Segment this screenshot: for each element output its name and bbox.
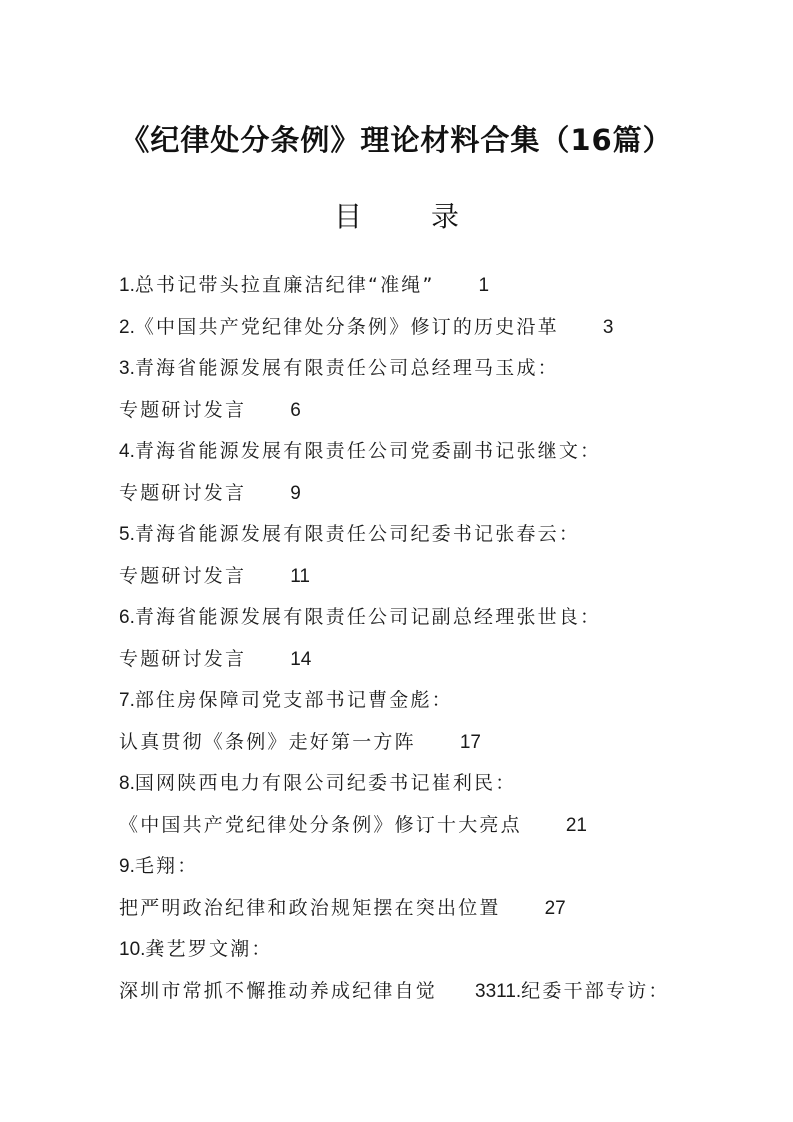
toc-heading: 目 录 [334,200,489,233]
toc-entry-text: 青海省能源发展有限责任公司总经理马玉成： [134,357,559,379]
toc-entry-7 [119,685,759,727]
toc-entry-text: 《中国共产党纪律处分条例》修订十大亮点 [119,813,522,836]
toc-entry-4 [119,436,759,478]
toc-entry-text: 青海省能源发展有限责任公司党委副书记张继文： [134,440,602,462]
toc-entry-10-subtitle [119,976,759,1018]
toc-entry-text: 国网陕西电力有限公司纪委书记崔利民： [134,772,517,794]
toc-entry-number: 9. [119,856,135,877]
toc-entry-text: 总书记带头拉直廉洁纪律“准绳” [134,274,435,296]
toc-page-number: 11 [290,565,310,587]
toc-entry-9-subtitle [119,893,759,935]
toc-entry-number: 5. [119,524,135,545]
toc-entry-number: 11. [496,980,522,1002]
toc-entry-4-subtitle [119,478,759,520]
toc-entry-5 [119,519,759,561]
toc-page-number: 27 [544,897,566,919]
toc-entry-number: 2. [119,316,135,338]
toc-entry-text: 深圳市常抓不懈推动养成纪律自觉 [119,979,438,1002]
toc-entry-number: 6. [119,607,135,628]
toc-entry-5-subtitle [119,561,759,603]
toc-entry-text: 认真贯彻《条例》走好第一方阵 [119,730,416,753]
toc-entry-text: 青海省能源发展有限责任公司纪委书记张春云： [134,523,581,545]
toc-entry-text: 纪委干部专访： [521,979,670,1002]
toc-entry-text: 龚艺罗文潮： [145,938,273,960]
toc-page-number: 3 [602,316,614,338]
toc-entry-number: 4. [119,441,135,462]
toc-entry-1 [119,270,759,312]
toc-entry-7-subtitle [119,727,759,769]
toc-entry-text: 毛翔： [134,855,199,877]
toc-entry-text: 部住房保障司党支部书记曹金彪： [134,689,453,711]
toc-entry-6 [119,602,759,644]
toc-page-number: 17 [459,731,481,753]
toc-entry-text: 专题研讨发言 [119,398,247,421]
toc-entry-8 [119,768,759,810]
table-of-contents [119,270,759,1017]
toc-entry-number: 10. [119,939,146,960]
toc-entry-text: 青海省能源发展有限责任公司记副总经理张世良： [134,606,602,628]
toc-entry-3-subtitle [119,395,759,437]
toc-entry-text: 专题研讨发言 [119,647,247,670]
toc-entry-2 [119,312,759,354]
toc-page-number: 33 [475,980,497,1002]
toc-page-number: 14 [290,648,312,670]
toc-entry-text: 《中国共产党纪律处分条例》修订的历史沿革 [134,315,559,338]
toc-entry-8-subtitle [119,810,759,852]
toc-page-number: 21 [565,814,587,836]
document-title: 《纪律处分条例》理论材料合集（16篇） [120,123,673,157]
toc-page-number: 1 [478,275,490,296]
toc-entry-number: 8. [119,773,135,794]
toc-entry-10 [119,934,759,976]
toc-page-number: 9 [290,482,301,504]
toc-entry-number: 7. [119,690,135,711]
toc-page-number: 6 [290,399,301,421]
toc-entry-text: 专题研讨发言 [119,481,247,504]
toc-entry-number: 3. [119,358,135,379]
toc-entry-number: 1. [119,275,135,296]
toc-entry-text: 把严明政治纪律和政治规矩摆在突出位置 [119,896,501,919]
toc-entry-text: 专题研讨发言 [119,564,247,587]
toc-entry-3 [119,353,759,395]
toc-entry-9 [119,851,759,893]
toc-entry-6-subtitle [119,644,759,686]
